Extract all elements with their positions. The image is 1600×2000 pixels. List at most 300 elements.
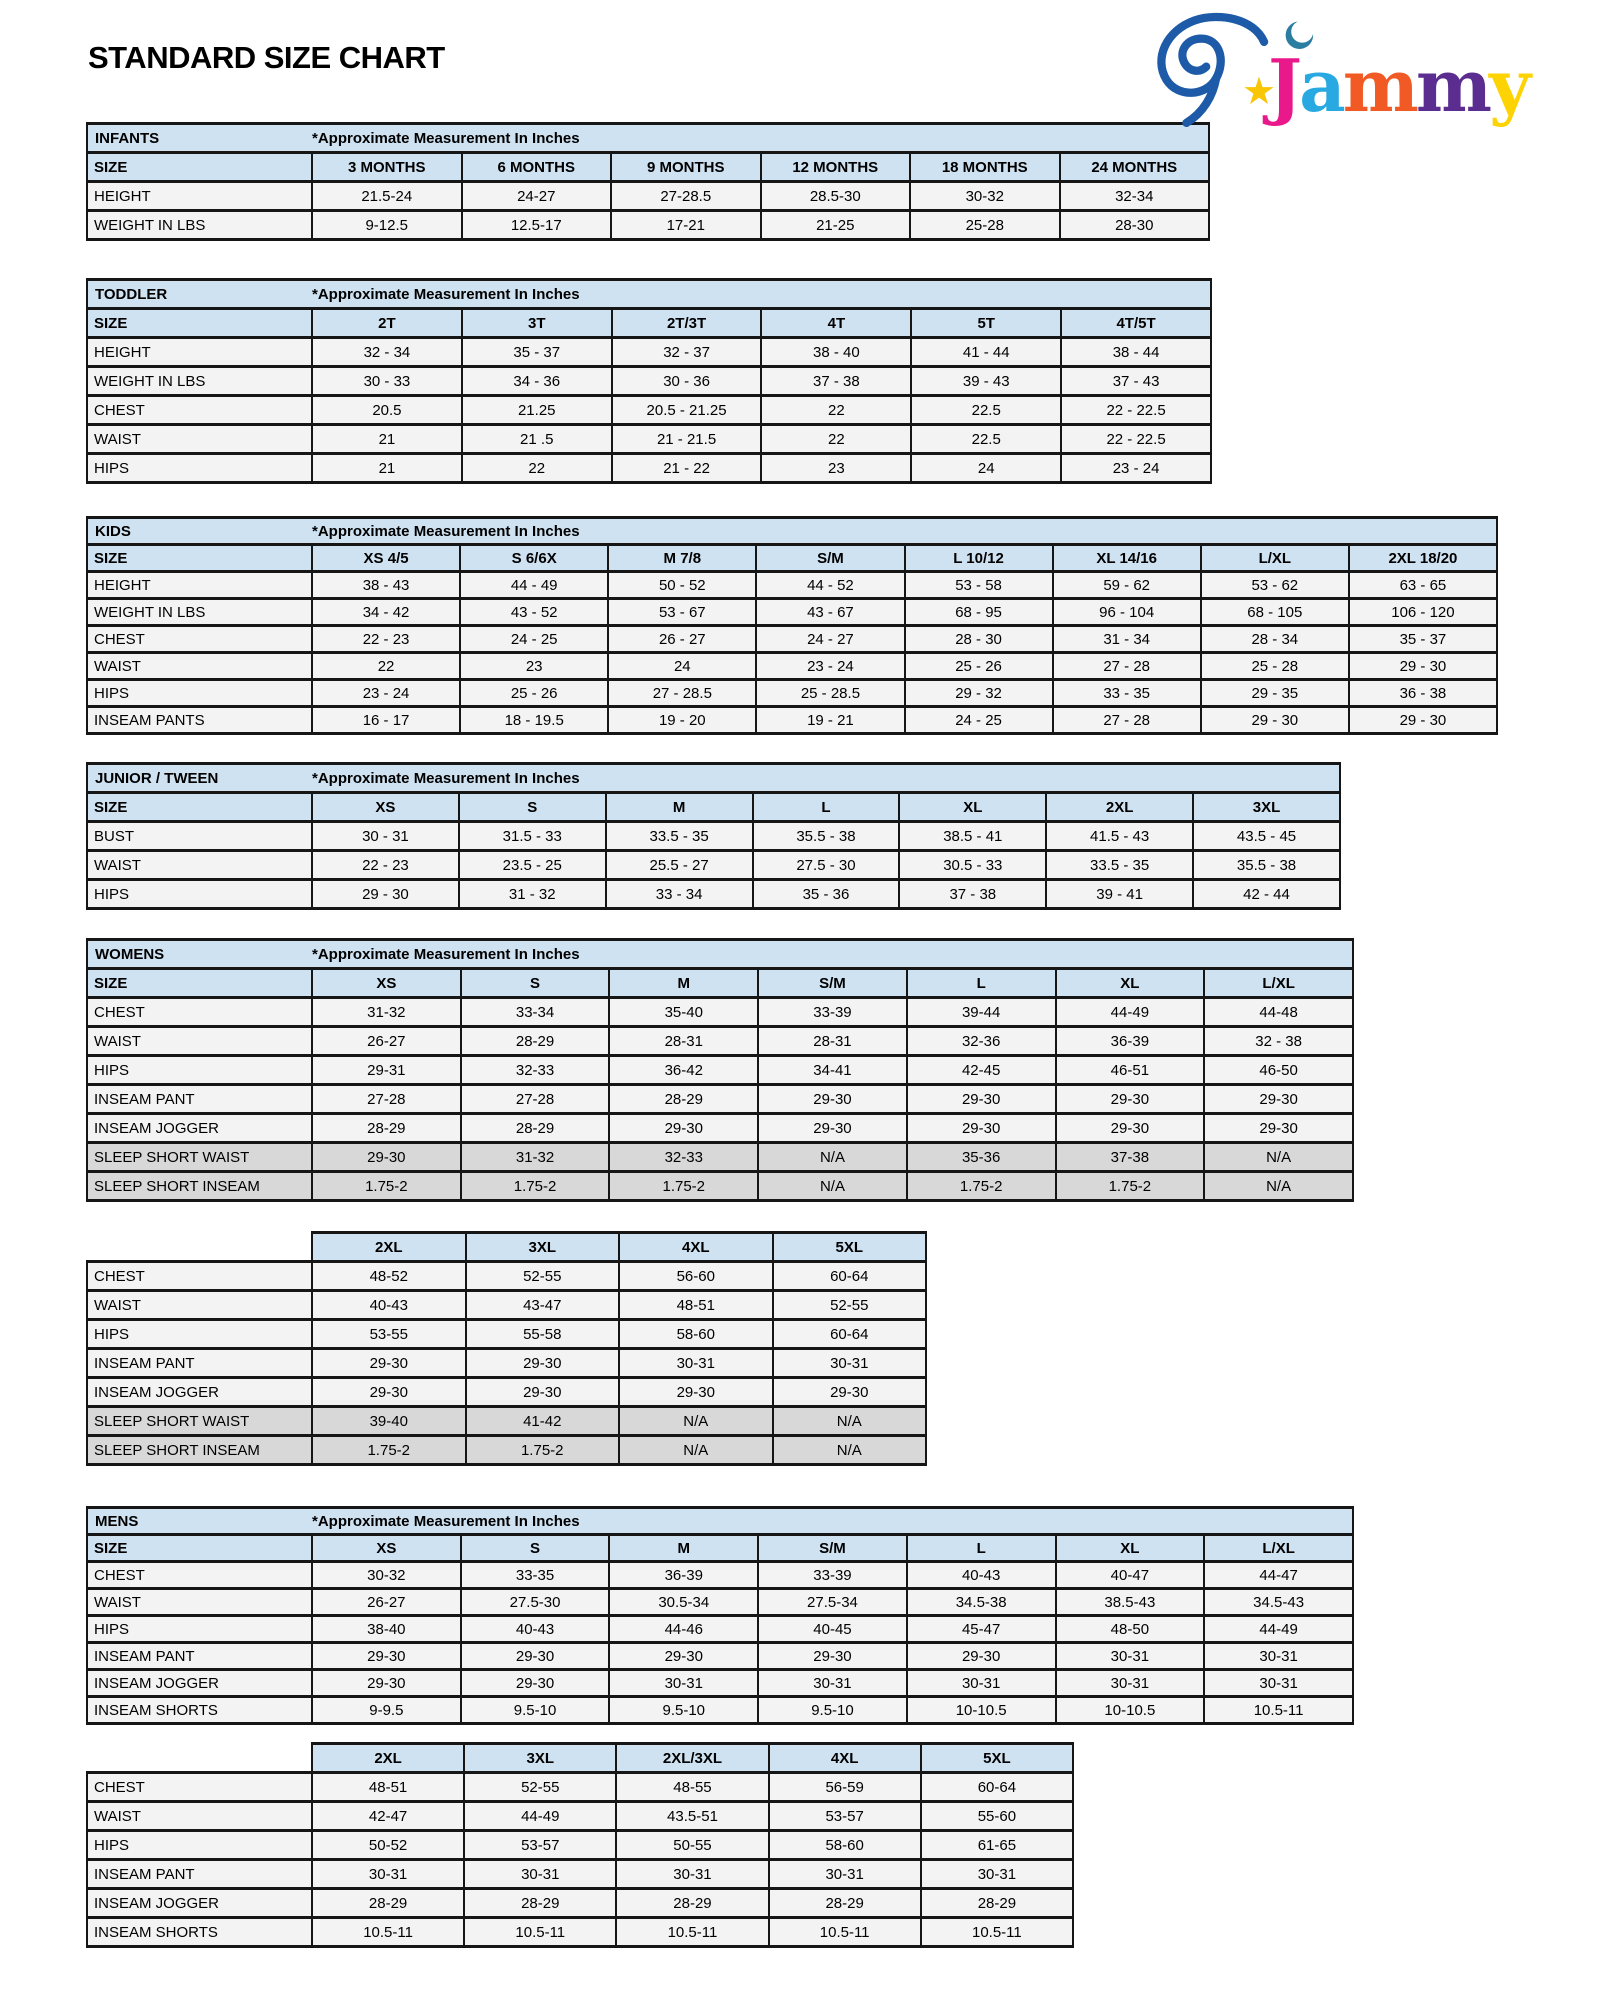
size-value-cell: 23 - 24	[1061, 454, 1211, 483]
size-value-cell: 9.5-10	[461, 1697, 610, 1724]
size-value-cell: 36-42	[609, 1056, 758, 1085]
size-column-header: XS 4/5	[312, 545, 460, 572]
measurement-row	[87, 1802, 1073, 1831]
logo-letter-m-2: m	[1342, 43, 1416, 128]
measurement-row	[87, 653, 1497, 680]
row-label: CHEST	[87, 1773, 312, 1802]
table-infants	[86, 122, 1210, 241]
size-value-cell: 25-28	[910, 211, 1060, 240]
size-value-cell: 29-30	[1056, 1085, 1205, 1114]
size-value-cell: 31-32	[461, 1143, 610, 1172]
size-column-header: XS	[312, 1535, 461, 1562]
table-note: *Approximate Measurement In Inches	[312, 940, 1353, 969]
size-value-cell: 21	[312, 425, 462, 454]
row-label: WAIST	[87, 425, 312, 454]
size-value-cell: 43.5 - 45	[1193, 822, 1340, 851]
logo-letter-j-0: J	[1268, 43, 1300, 128]
table-note: *Approximate Measurement In Inches	[312, 280, 1211, 309]
size-value-cell: 42 - 44	[1193, 880, 1340, 909]
size-value-cell: 52-55	[466, 1262, 620, 1291]
size-value-cell: 23 - 24	[756, 653, 904, 680]
size-value-cell: 45-47	[907, 1616, 1056, 1643]
size-column-header: S	[459, 793, 606, 822]
measurement-row	[87, 1860, 1073, 1889]
size-header-row	[87, 969, 1353, 998]
size-value-cell: 44 - 52	[756, 572, 904, 599]
size-value-cell: 32 - 34	[312, 338, 462, 367]
size-value-cell: 44-46	[609, 1616, 758, 1643]
size-value-cell: 27.5 - 30	[753, 851, 900, 880]
size-value-cell: 17-21	[611, 211, 761, 240]
size-value-cell: 48-50	[1056, 1616, 1205, 1643]
size-value-cell: 38 - 43	[312, 572, 460, 599]
size-column-header: 5XL	[773, 1233, 927, 1262]
measurement-row	[87, 1172, 1353, 1201]
row-label: WEIGHT IN LBS	[87, 367, 312, 396]
row-label: WAIST	[87, 1589, 312, 1616]
size-value-cell: 9.5-10	[609, 1697, 758, 1724]
size-value-cell: 58-60	[619, 1320, 773, 1349]
size-value-cell: 53-55	[312, 1320, 466, 1349]
size-header-row	[87, 153, 1209, 182]
size-value-cell: 33-35	[461, 1562, 610, 1589]
size-column-header: 2T/3T	[612, 309, 762, 338]
size-value-cell: 37 - 43	[1061, 367, 1211, 396]
size-value-cell: 28-29	[464, 1889, 616, 1918]
size-value-cell: 34 - 36	[462, 367, 612, 396]
size-value-cell: 28-29	[609, 1085, 758, 1114]
size-value-cell: 42-47	[312, 1802, 464, 1831]
size-value-cell: 1.75-2	[461, 1172, 610, 1201]
size-value-cell: 32-33	[461, 1056, 610, 1085]
size-value-cell: 28.5-30	[761, 182, 911, 211]
measurement-row	[87, 367, 1211, 396]
size-value-cell: 30-31	[1056, 1670, 1205, 1697]
size-value-cell: 16 - 17	[312, 707, 460, 734]
size-value-cell: 22	[312, 653, 460, 680]
size-value-cell: 44-49	[1204, 1616, 1353, 1643]
row-label: HEIGHT	[87, 572, 312, 599]
size-value-cell: 29-30	[466, 1349, 620, 1378]
row-label: INSEAM PANT	[87, 1349, 312, 1378]
size-value-cell: 30-31	[773, 1349, 927, 1378]
table-title: KIDS	[87, 518, 312, 545]
size-value-cell: 25.5 - 27	[606, 851, 753, 880]
size-value-cell: 30-31	[921, 1860, 1073, 1889]
measurement-row	[87, 1378, 926, 1407]
measurement-row	[87, 1143, 1353, 1172]
size-column-header: L/XL	[1204, 1535, 1353, 1562]
measurement-row	[87, 211, 1209, 240]
size-column-header: 4XL	[619, 1233, 773, 1262]
size-value-cell: 59 - 62	[1053, 572, 1201, 599]
size-value-cell: 23 - 24	[312, 680, 460, 707]
row-label: INSEAM JOGGER	[87, 1114, 312, 1143]
size-value-cell: 21 - 21.5	[612, 425, 762, 454]
table-title-row	[87, 764, 1340, 793]
size-value-cell: 48-51	[312, 1773, 464, 1802]
size-value-cell: 35-40	[609, 998, 758, 1027]
size-value-cell: 28-31	[609, 1027, 758, 1056]
size-value-cell: 60-64	[921, 1773, 1073, 1802]
size-value-cell: 35-36	[907, 1143, 1056, 1172]
size-value-cell: 50 - 52	[608, 572, 756, 599]
size-value-cell: 30-31	[619, 1349, 773, 1378]
size-column-header: 2XL/3XL	[616, 1744, 768, 1773]
size-value-cell: 1.75-2	[907, 1172, 1056, 1201]
size-value-cell: 38 - 40	[761, 338, 911, 367]
size-column-header: M	[606, 793, 753, 822]
size-value-cell: 43-47	[466, 1291, 620, 1320]
size-column-header: XL	[1056, 1535, 1205, 1562]
size-value-cell: 27-28	[461, 1085, 610, 1114]
row-label: INSEAM JOGGER	[87, 1670, 312, 1697]
measurement-row	[87, 1643, 1353, 1670]
table-note: *Approximate Measurement In Inches	[312, 1508, 1353, 1535]
table-title-row	[87, 1508, 1353, 1535]
size-value-cell: 26-27	[312, 1589, 461, 1616]
size-value-cell: 38.5-43	[1056, 1589, 1205, 1616]
size-value-cell: 29-30	[466, 1378, 620, 1407]
table-title: WOMENS	[87, 940, 312, 969]
measurement-row	[87, 1291, 926, 1320]
size-header-row	[87, 1233, 926, 1262]
size-column-header: 9 MONTHS	[611, 153, 761, 182]
size-column-header: L 10/12	[905, 545, 1053, 572]
measurement-row	[87, 1831, 1073, 1860]
size-value-cell: 24	[911, 454, 1061, 483]
size-value-cell: 37-38	[1056, 1143, 1205, 1172]
size-value-cell: 35.5 - 38	[1193, 851, 1340, 880]
size-value-cell: 37 - 38	[899, 880, 1046, 909]
size-value-cell: 29 - 30	[1201, 707, 1349, 734]
size-value-cell: 30-31	[616, 1860, 768, 1889]
row-label: HIPS	[87, 880, 312, 909]
row-label: CHEST	[87, 626, 312, 653]
size-value-cell: 23	[460, 653, 608, 680]
page-title: STANDARD SIZE CHART	[88, 40, 445, 75]
size-value-cell: 30-31	[907, 1670, 1056, 1697]
size-value-cell: 31-32	[312, 998, 461, 1027]
size-value-cell: 46-51	[1056, 1056, 1205, 1085]
size-value-cell: N/A	[758, 1143, 907, 1172]
table-note: *Approximate Measurement In Inches	[312, 764, 1340, 793]
size-column-header: 3XL	[466, 1233, 620, 1262]
table-title-row	[87, 280, 1211, 309]
size-value-cell: 25 - 28	[1201, 653, 1349, 680]
size-value-cell: 31 - 32	[459, 880, 606, 909]
size-value-cell: 34-41	[758, 1056, 907, 1085]
measurement-row	[87, 599, 1497, 626]
size-value-cell: 10.5-11	[464, 1918, 616, 1947]
size-value-cell: 27.5-30	[461, 1589, 610, 1616]
size-value-cell: 33 - 34	[606, 880, 753, 909]
row-label: WEIGHT IN LBS	[87, 211, 312, 240]
size-value-cell: 9.5-10	[758, 1697, 907, 1724]
measurement-row	[87, 1589, 1353, 1616]
row-label: BUST	[87, 822, 312, 851]
size-value-cell: 21 - 22	[612, 454, 762, 483]
size-value-cell: 29-30	[461, 1670, 610, 1697]
table-note: *Approximate Measurement In Inches	[312, 124, 1209, 153]
size-value-cell: 29 - 30	[312, 880, 459, 909]
size-value-cell: 34.5-43	[1204, 1589, 1353, 1616]
table-womens	[86, 938, 1354, 1202]
size-value-cell: 38-40	[312, 1616, 461, 1643]
measurement-row	[87, 1349, 926, 1378]
size-value-cell: 33-34	[461, 998, 610, 1027]
row-label: WAIST	[87, 1291, 312, 1320]
table-title-row	[87, 518, 1497, 545]
size-column-header: 2XL	[312, 1233, 466, 1262]
measurement-row	[87, 707, 1497, 734]
size-value-cell: 33.5 - 35	[606, 822, 753, 851]
size-value-cell: 29-30	[1056, 1114, 1205, 1143]
row-label: INSEAM JOGGER	[87, 1378, 312, 1407]
size-value-cell: 27 - 28.5	[608, 680, 756, 707]
size-column-header: S 6/6X	[460, 545, 608, 572]
size-column-header: L	[907, 1535, 1056, 1562]
size-value-cell: 40-47	[1056, 1562, 1205, 1589]
measurement-row	[87, 1114, 1353, 1143]
size-value-cell: 23	[761, 454, 911, 483]
size-value-cell: 32-36	[907, 1027, 1056, 1056]
measurement-row	[87, 680, 1497, 707]
size-value-cell: 68 - 95	[905, 599, 1053, 626]
size-value-cell: 24 - 27	[756, 626, 904, 653]
size-value-cell: 31.5 - 33	[459, 822, 606, 851]
measurement-row	[87, 822, 1340, 851]
size-value-cell: 28 - 34	[1201, 626, 1349, 653]
size-value-cell: 53 - 62	[1201, 572, 1349, 599]
size-value-cell: 29-30	[1204, 1085, 1353, 1114]
size-value-cell: N/A	[619, 1407, 773, 1436]
measurement-row	[87, 1262, 926, 1291]
size-value-cell: 22 - 23	[312, 626, 460, 653]
size-value-cell: 29-30	[312, 1670, 461, 1697]
logo-wordmark	[1268, 43, 1528, 128]
size-value-cell: 43 - 67	[756, 599, 904, 626]
measurement-row	[87, 572, 1497, 599]
size-value-cell: 35 - 37	[1349, 626, 1497, 653]
size-value-cell: 30-31	[1204, 1643, 1353, 1670]
size-value-cell: 29-30	[461, 1643, 610, 1670]
size-value-cell: 30-31	[769, 1860, 921, 1889]
row-label: SLEEP SHORT INSEAM	[87, 1436, 312, 1465]
size-value-cell: 27-28	[312, 1085, 461, 1114]
size-value-cell: N/A	[1204, 1143, 1353, 1172]
size-value-cell: 12.5-17	[462, 211, 612, 240]
size-value-cell: N/A	[773, 1407, 927, 1436]
size-value-cell: 32-33	[609, 1143, 758, 1172]
size-value-cell: 55-60	[921, 1802, 1073, 1831]
empty-corner	[87, 1744, 312, 1773]
size-value-cell: 22.5	[911, 396, 1061, 425]
size-value-cell: 30-31	[758, 1670, 907, 1697]
size-value-cell: 22	[761, 396, 911, 425]
size-value-cell: 34.5-38	[907, 1589, 1056, 1616]
size-header-row	[87, 545, 1497, 572]
size-column-header: XL	[1056, 969, 1205, 998]
size-value-cell: 10.5-11	[616, 1918, 768, 1947]
size-value-cell: 28-29	[461, 1114, 610, 1143]
table-mens-extended	[86, 1742, 1074, 1948]
size-value-cell: 1.75-2	[609, 1172, 758, 1201]
size-value-cell: 46-50	[1204, 1056, 1353, 1085]
size-value-cell: 35.5 - 38	[753, 822, 900, 851]
size-value-cell: 36-39	[1056, 1027, 1205, 1056]
table-womens-extended	[86, 1231, 927, 1466]
size-value-cell: 19 - 20	[608, 707, 756, 734]
measurement-row	[87, 1918, 1073, 1947]
table-toddler	[86, 278, 1212, 484]
measurement-row	[87, 1889, 1073, 1918]
size-value-cell: 21.5-24	[312, 182, 462, 211]
size-value-cell: 53 - 67	[608, 599, 756, 626]
size-value-cell: 29-30	[312, 1643, 461, 1670]
size-value-cell: 29-30	[312, 1378, 466, 1407]
size-value-cell: 63 - 65	[1349, 572, 1497, 599]
size-value-cell: 29-30	[1204, 1114, 1353, 1143]
size-value-cell: 25 - 26	[905, 653, 1053, 680]
measurement-row	[87, 1773, 1073, 1802]
size-value-cell: 31 - 34	[1053, 626, 1201, 653]
size-value-cell: 26 - 27	[608, 626, 756, 653]
size-value-cell: 25 - 28.5	[756, 680, 904, 707]
measurement-row	[87, 1562, 1353, 1589]
row-label: CHEST	[87, 1562, 312, 1589]
measurement-row	[87, 1616, 1353, 1643]
measurement-row	[87, 1056, 1353, 1085]
size-value-cell: 20.5	[312, 396, 462, 425]
size-value-cell: 28-29	[461, 1027, 610, 1056]
table-note: *Approximate Measurement In Inches	[312, 518, 1497, 545]
size-value-cell: 30.5-34	[609, 1589, 758, 1616]
row-label: HIPS	[87, 1320, 312, 1349]
size-column-header: 3XL	[464, 1744, 616, 1773]
size-value-cell: 39 - 43	[911, 367, 1061, 396]
size-column-header: 18 MONTHS	[910, 153, 1060, 182]
size-column-header: S/M	[758, 969, 907, 998]
size-column-header: 3XL	[1193, 793, 1340, 822]
size-value-cell: 29-30	[907, 1643, 1056, 1670]
size-column-header: S/M	[758, 1535, 907, 1562]
size-value-cell: 48-51	[619, 1291, 773, 1320]
size-value-cell: N/A	[1204, 1172, 1353, 1201]
size-value-cell: 25 - 26	[460, 680, 608, 707]
size-value-cell: 21 .5	[462, 425, 612, 454]
size-value-cell: 41 - 44	[911, 338, 1061, 367]
measurement-row	[87, 396, 1211, 425]
size-value-cell: 40-45	[758, 1616, 907, 1643]
size-value-cell: 48-52	[312, 1262, 466, 1291]
table-title-row	[87, 940, 1353, 969]
row-label: CHEST	[87, 1262, 312, 1291]
size-column-header: L/XL	[1204, 969, 1353, 998]
size-value-cell: 23.5 - 25	[459, 851, 606, 880]
size-column-header: 3 MONTHS	[312, 153, 462, 182]
size-value-cell: 28-29	[312, 1114, 461, 1143]
size-value-cell: 27-28.5	[611, 182, 761, 211]
size-header-row	[87, 1744, 1073, 1773]
size-value-cell: 29-30	[312, 1349, 466, 1378]
size-value-cell: 55-58	[466, 1320, 620, 1349]
size-column-header: 5XL	[921, 1744, 1073, 1773]
row-label: HEIGHT	[87, 338, 312, 367]
row-label: HIPS	[87, 454, 312, 483]
size-value-cell: 36 - 38	[1349, 680, 1497, 707]
size-value-cell: 28-29	[312, 1889, 464, 1918]
size-value-cell: 33-39	[758, 998, 907, 1027]
row-label: WAIST	[87, 653, 312, 680]
size-value-cell: 41-42	[466, 1407, 620, 1436]
measurement-row	[87, 626, 1497, 653]
size-value-cell: 29-30	[609, 1643, 758, 1670]
size-value-cell: 29 - 35	[1201, 680, 1349, 707]
size-value-cell: 96 - 104	[1053, 599, 1201, 626]
size-value-cell: 60-64	[773, 1320, 927, 1349]
size-value-cell: 42-45	[907, 1056, 1056, 1085]
size-value-cell: 53-57	[464, 1831, 616, 1860]
size-value-cell: 1.75-2	[312, 1172, 461, 1201]
size-column-header: L/XL	[1201, 545, 1349, 572]
row-label: HEIGHT	[87, 182, 312, 211]
size-value-cell: 32-34	[1060, 182, 1210, 211]
size-column-header: 3T	[462, 309, 612, 338]
row-label: INSEAM SHORTS	[87, 1697, 312, 1724]
measurement-row	[87, 1027, 1353, 1056]
size-value-cell: 56-60	[619, 1262, 773, 1291]
size-value-cell: 41.5 - 43	[1046, 822, 1193, 851]
size-value-cell: 29 - 32	[905, 680, 1053, 707]
row-label: INSEAM PANTS	[87, 707, 312, 734]
size-value-cell: 39-44	[907, 998, 1056, 1027]
row-label: WAIST	[87, 1802, 312, 1831]
size-column-header: S/M	[756, 545, 904, 572]
size-column-header: M	[609, 969, 758, 998]
size-value-cell: 29-30	[773, 1378, 927, 1407]
size-value-cell: 39 - 41	[1046, 880, 1193, 909]
size-value-cell: 60-64	[773, 1262, 927, 1291]
size-value-cell: 33.5 - 35	[1046, 851, 1193, 880]
size-label: SIZE	[87, 545, 312, 572]
size-column-header: XS	[312, 793, 459, 822]
size-value-cell: 10-10.5	[907, 1697, 1056, 1724]
size-value-cell: 44-47	[1204, 1562, 1353, 1589]
measurement-row	[87, 851, 1340, 880]
size-value-cell: 40-43	[312, 1291, 466, 1320]
row-label: INSEAM PANT	[87, 1085, 312, 1114]
row-label: CHEST	[87, 396, 312, 425]
size-value-cell: 48-55	[616, 1773, 768, 1802]
size-value-cell: 36-39	[609, 1562, 758, 1589]
size-value-cell: 10.5-11	[312, 1918, 464, 1947]
size-value-cell: 28 - 30	[905, 626, 1053, 653]
row-label: WAIST	[87, 1027, 312, 1056]
size-value-cell: 1.75-2	[1056, 1172, 1205, 1201]
size-value-cell: 30-31	[312, 1860, 464, 1889]
size-value-cell: 29-30	[907, 1085, 1056, 1114]
size-value-cell: 40-43	[907, 1562, 1056, 1589]
size-value-cell: 10.5-11	[769, 1918, 921, 1947]
size-label: SIZE	[87, 153, 312, 182]
table-title: JUNIOR / TWEEN	[87, 764, 312, 793]
size-value-cell: 10.5-11	[921, 1918, 1073, 1947]
size-value-cell: 29-30	[758, 1085, 907, 1114]
size-value-cell: 10.5-11	[1204, 1697, 1353, 1724]
size-value-cell: 26-27	[312, 1027, 461, 1056]
measurement-row	[87, 1407, 926, 1436]
